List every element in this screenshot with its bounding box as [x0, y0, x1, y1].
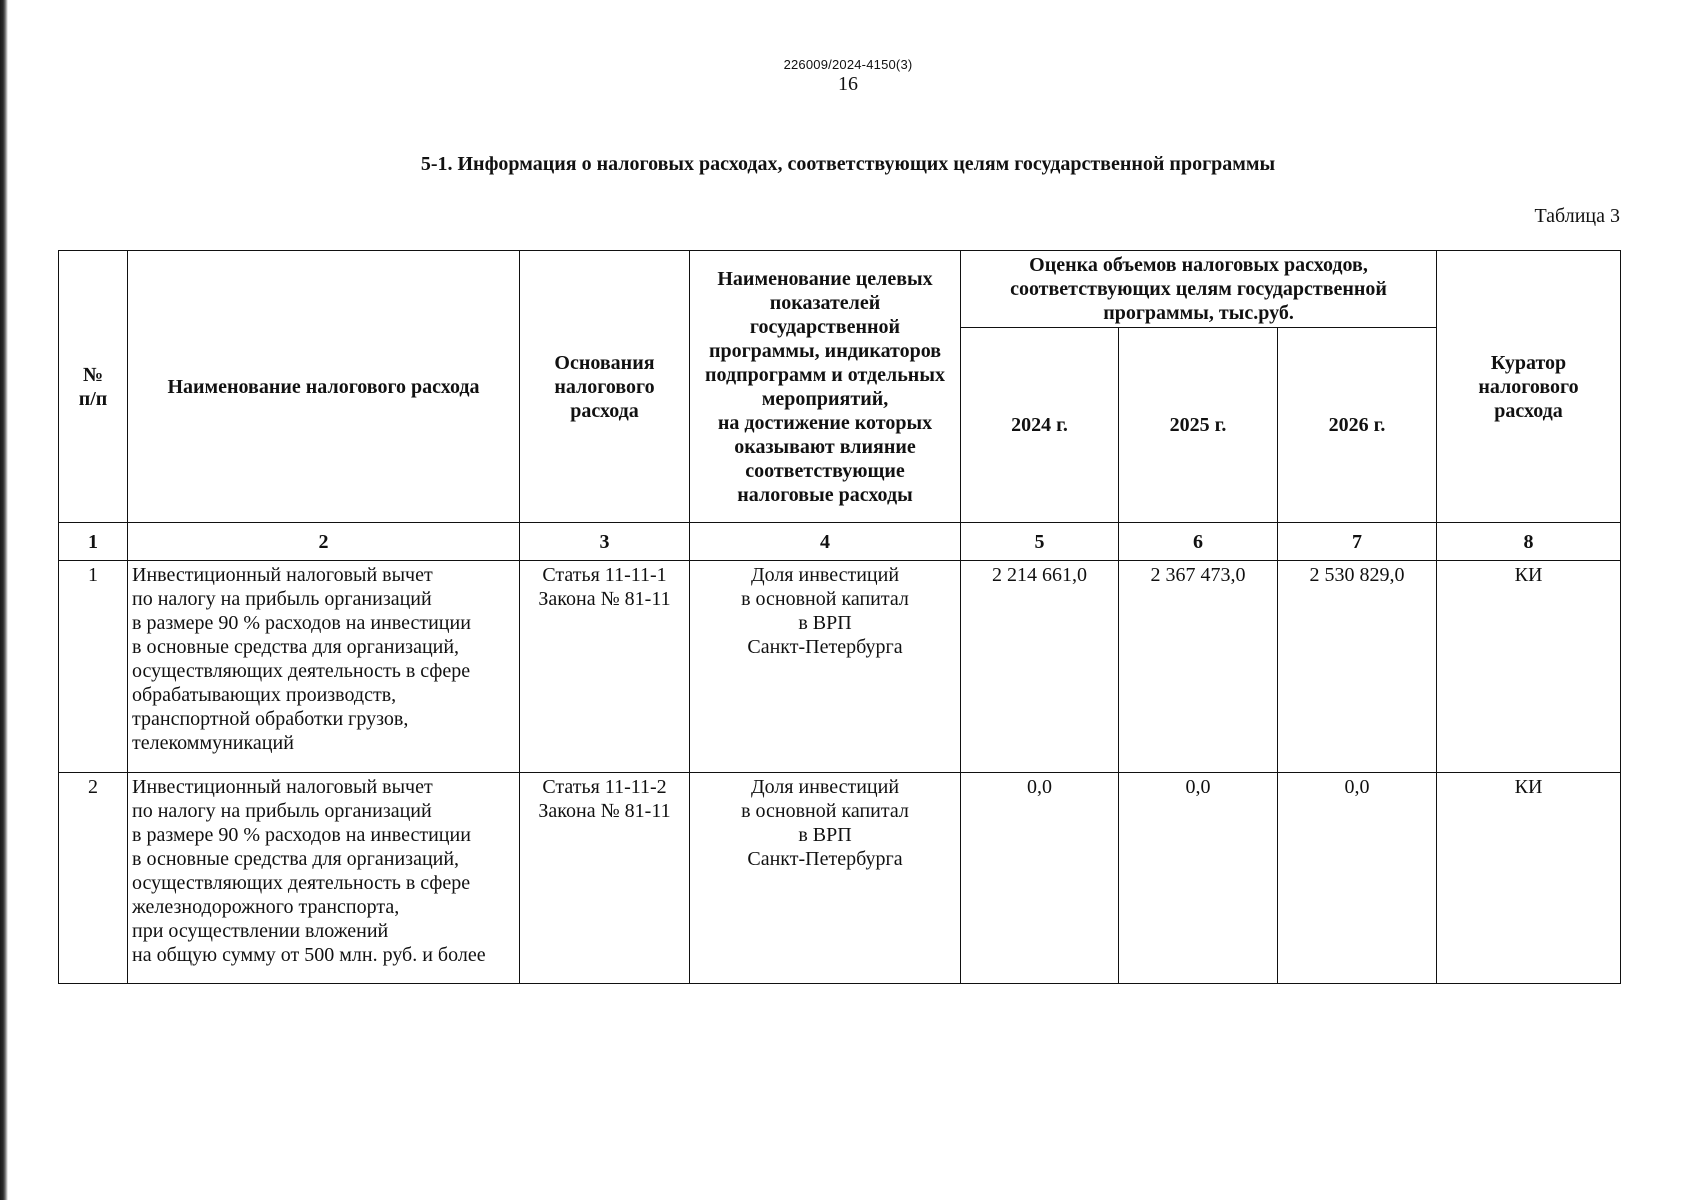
- header-year-2026: 2026 г.: [1278, 328, 1437, 523]
- value-2026: 2 530 829,0: [1278, 561, 1437, 772]
- column-number: 5: [961, 523, 1119, 561]
- header-year-2024: 2024 г.: [961, 328, 1119, 523]
- header-name: Наименование налогового расхода: [128, 251, 520, 523]
- header-basis: Основания налогового расхода: [520, 251, 690, 523]
- column-number: 7: [1278, 523, 1437, 561]
- column-number: 2: [128, 523, 520, 561]
- header-no: № п/п: [59, 251, 128, 523]
- value-2025: 2 367 473,0: [1119, 561, 1278, 772]
- target-indicator: Доля инвестиций в основной капитал в ВРП Санкт-Петербурга: [690, 772, 961, 983]
- value-2024: 0,0: [961, 772, 1119, 983]
- row-number: 1: [59, 561, 128, 772]
- table-label: Таблица 3: [1534, 205, 1620, 227]
- column-number: 6: [1119, 523, 1278, 561]
- column-number: 3: [520, 523, 690, 561]
- header-year-2025: 2025 г.: [1119, 328, 1278, 523]
- table-row: [59, 772, 1621, 983]
- curator: КИ: [1437, 772, 1621, 983]
- header-row-top: [59, 251, 1621, 328]
- tax-expenditures-table: [58, 250, 1621, 984]
- page-number: 16: [838, 73, 858, 95]
- row-number: 2: [59, 772, 128, 983]
- value-2024: 2 214 661,0: [961, 561, 1119, 772]
- curator: КИ: [1437, 561, 1621, 772]
- column-number: 1: [59, 523, 128, 561]
- tax-expense-name: Инвестиционный налоговый вычет по налогу на прибыль организаций в размере 90 % расходов на инвестиции в основные средства для организаций, осуществляющих деятельность в сфере обрабатывающих производств, транспортной обработки грузов, телекоммуникаций: [128, 561, 520, 772]
- column-number: 4: [690, 523, 961, 561]
- section-title: 5-1. Информация о налоговых расходах, соответствующих целям государственной программы: [420, 153, 1276, 175]
- tax-expense-basis: Статья 11-11-2 Закона № 81-11: [520, 772, 690, 983]
- header-estimate: Оценка объемов налоговых расходов, соответствующих целям государственной программы, тыс.руб.: [961, 251, 1437, 328]
- tax-expense-name: Инвестиционный налоговый вычет по налогу на прибыль организаций в размере 90 % расходов на инвестиции в основные средства для организаций, осуществляющих деятельность в сфере железнодорожного транспорта, при осуществлении вложений на общую сумму от 500 млн. руб. и более: [128, 772, 520, 983]
- column-number-row: [59, 523, 1621, 561]
- tax-expense-basis: Статья 11-11-1 Закона № 81-11: [520, 561, 690, 772]
- value-2026: 0,0: [1278, 772, 1437, 983]
- target-indicator: Доля инвестиций в основной капитал в ВРП Санкт-Петербурга: [690, 561, 961, 772]
- header-indicators: Наименование целевых показателей государственной программы, индикаторов подпрограмм и отдельных мероприятий, на достижение которых оказывают влияние соответствующие налоговые расходы: [690, 251, 961, 523]
- column-number: 8: [1437, 523, 1621, 561]
- scan-edge-shadow: [0, 0, 8, 1200]
- value-2025: 0,0: [1119, 772, 1278, 983]
- table-row: [59, 561, 1621, 772]
- header-curator: Куратор налогового расхода: [1437, 251, 1621, 523]
- document-id: 226009/2024-4150(3): [783, 57, 913, 72]
